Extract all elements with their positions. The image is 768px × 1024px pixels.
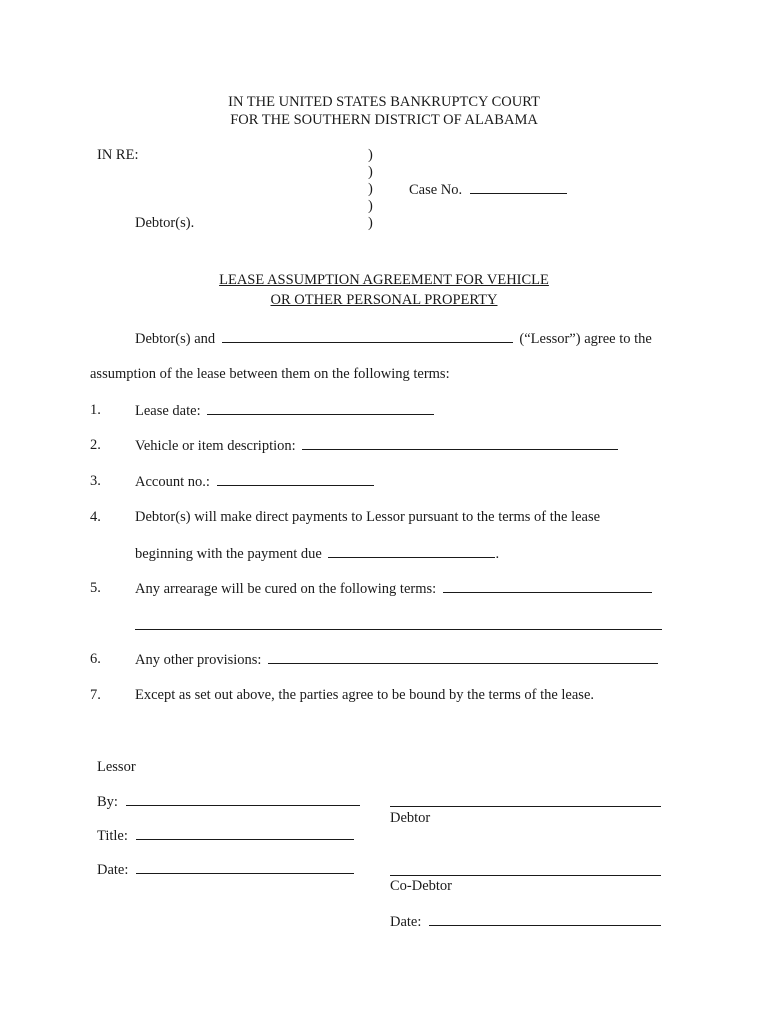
caption-paren: )	[368, 164, 373, 180]
intro-line1	[135, 330, 652, 348]
item-number: 3.	[90, 473, 101, 489]
lessor-heading: Lessor	[97, 759, 136, 775]
lessor-title-field	[97, 827, 354, 845]
payment-due-period: .	[495, 546, 500, 562]
payment-due-label: beginning with the payment due	[135, 546, 322, 562]
debtor-date-field	[390, 913, 661, 931]
title-label: Title:	[97, 828, 128, 844]
lessor-name-blank[interactable]	[222, 330, 513, 343]
item-other-provisions	[135, 651, 658, 669]
date-label: Date:	[97, 862, 129, 878]
item-number: 7.	[90, 687, 101, 703]
case-number-field	[409, 181, 567, 199]
lessor-signature-blank[interactable]	[126, 793, 360, 806]
arrearage-label: Any arrearage will be cured on the following terms:	[135, 581, 437, 597]
item-number: 2.	[90, 437, 101, 453]
caption-paren: )	[368, 147, 373, 163]
item-vehicle-description	[135, 437, 618, 455]
other-provisions-label: Any other provisions:	[135, 652, 262, 668]
account-number-blank[interactable]	[217, 473, 374, 486]
debtor-label: Debtor	[390, 810, 431, 826]
item-number: 4.	[90, 509, 101, 525]
court-name-line2: FOR THE SOUTHERN DISTRICT OF ALABAMA	[230, 112, 538, 128]
vehicle-description-blank[interactable]	[302, 437, 618, 450]
item-number: 6.	[90, 651, 101, 667]
caption-paren: )	[368, 198, 373, 214]
lessor-date-field	[97, 861, 354, 879]
lessor-by-field	[97, 793, 360, 811]
item-bound-by-terms-text: Except as set out above, the parties agree to be bound by the terms of the lease.	[135, 687, 595, 703]
debtors-and-text: Debtor(s) and	[135, 331, 216, 347]
caption-paren: )	[368, 215, 373, 231]
item-number: 5.	[90, 580, 101, 596]
court-name-line1: IN THE UNITED STATES BANKRUPTCY COURT	[228, 94, 540, 110]
arrearage-continuation-blank[interactable]	[135, 629, 662, 630]
other-provisions-blank[interactable]	[268, 651, 658, 664]
item-account-number	[135, 473, 374, 491]
lessor-agree-text: (“Lessor”) agree to the	[519, 331, 652, 347]
lessor-date-blank[interactable]	[136, 861, 354, 874]
lessor-title-blank[interactable]	[136, 827, 354, 840]
case-number-blank[interactable]	[470, 181, 567, 194]
co-debtor-label: Co-Debtor	[390, 878, 453, 894]
caption-paren: )	[368, 181, 373, 197]
item-direct-payments-text: Debtor(s) will make direct payments to Lessor pursuant to the terms of the lease	[135, 509, 601, 525]
debtor-date-blank[interactable]	[429, 913, 661, 926]
item-lease-date	[135, 402, 434, 420]
debtors-label: Debtor(s).	[135, 215, 195, 231]
date-label: Date:	[390, 914, 422, 930]
lease-date-blank[interactable]	[207, 402, 434, 415]
vehicle-description-label: Vehicle or item description:	[135, 438, 296, 454]
document-title-line1: LEASE ASSUMPTION AGREEMENT FOR VEHICLE	[219, 272, 549, 288]
intro-line2: assumption of the lease between them on the following terms:	[90, 366, 450, 382]
arrearage-blank[interactable]	[443, 580, 652, 593]
co-debtor-signature-blank[interactable]	[390, 875, 661, 876]
lease-date-label: Lease date:	[135, 403, 201, 419]
document-title-line2: OR OTHER PERSONAL PROPERTY	[270, 292, 498, 308]
item-number: 1.	[90, 402, 101, 418]
debtor-signature-blank[interactable]	[390, 806, 661, 807]
payment-due-blank[interactable]	[328, 545, 495, 558]
in-re-label: IN RE:	[97, 147, 139, 163]
item-arrearage	[135, 580, 652, 598]
account-number-label: Account no.:	[135, 474, 210, 490]
item-payment-due	[135, 545, 499, 563]
by-label: By:	[97, 794, 118, 810]
case-number-label: Case No.	[409, 182, 463, 198]
